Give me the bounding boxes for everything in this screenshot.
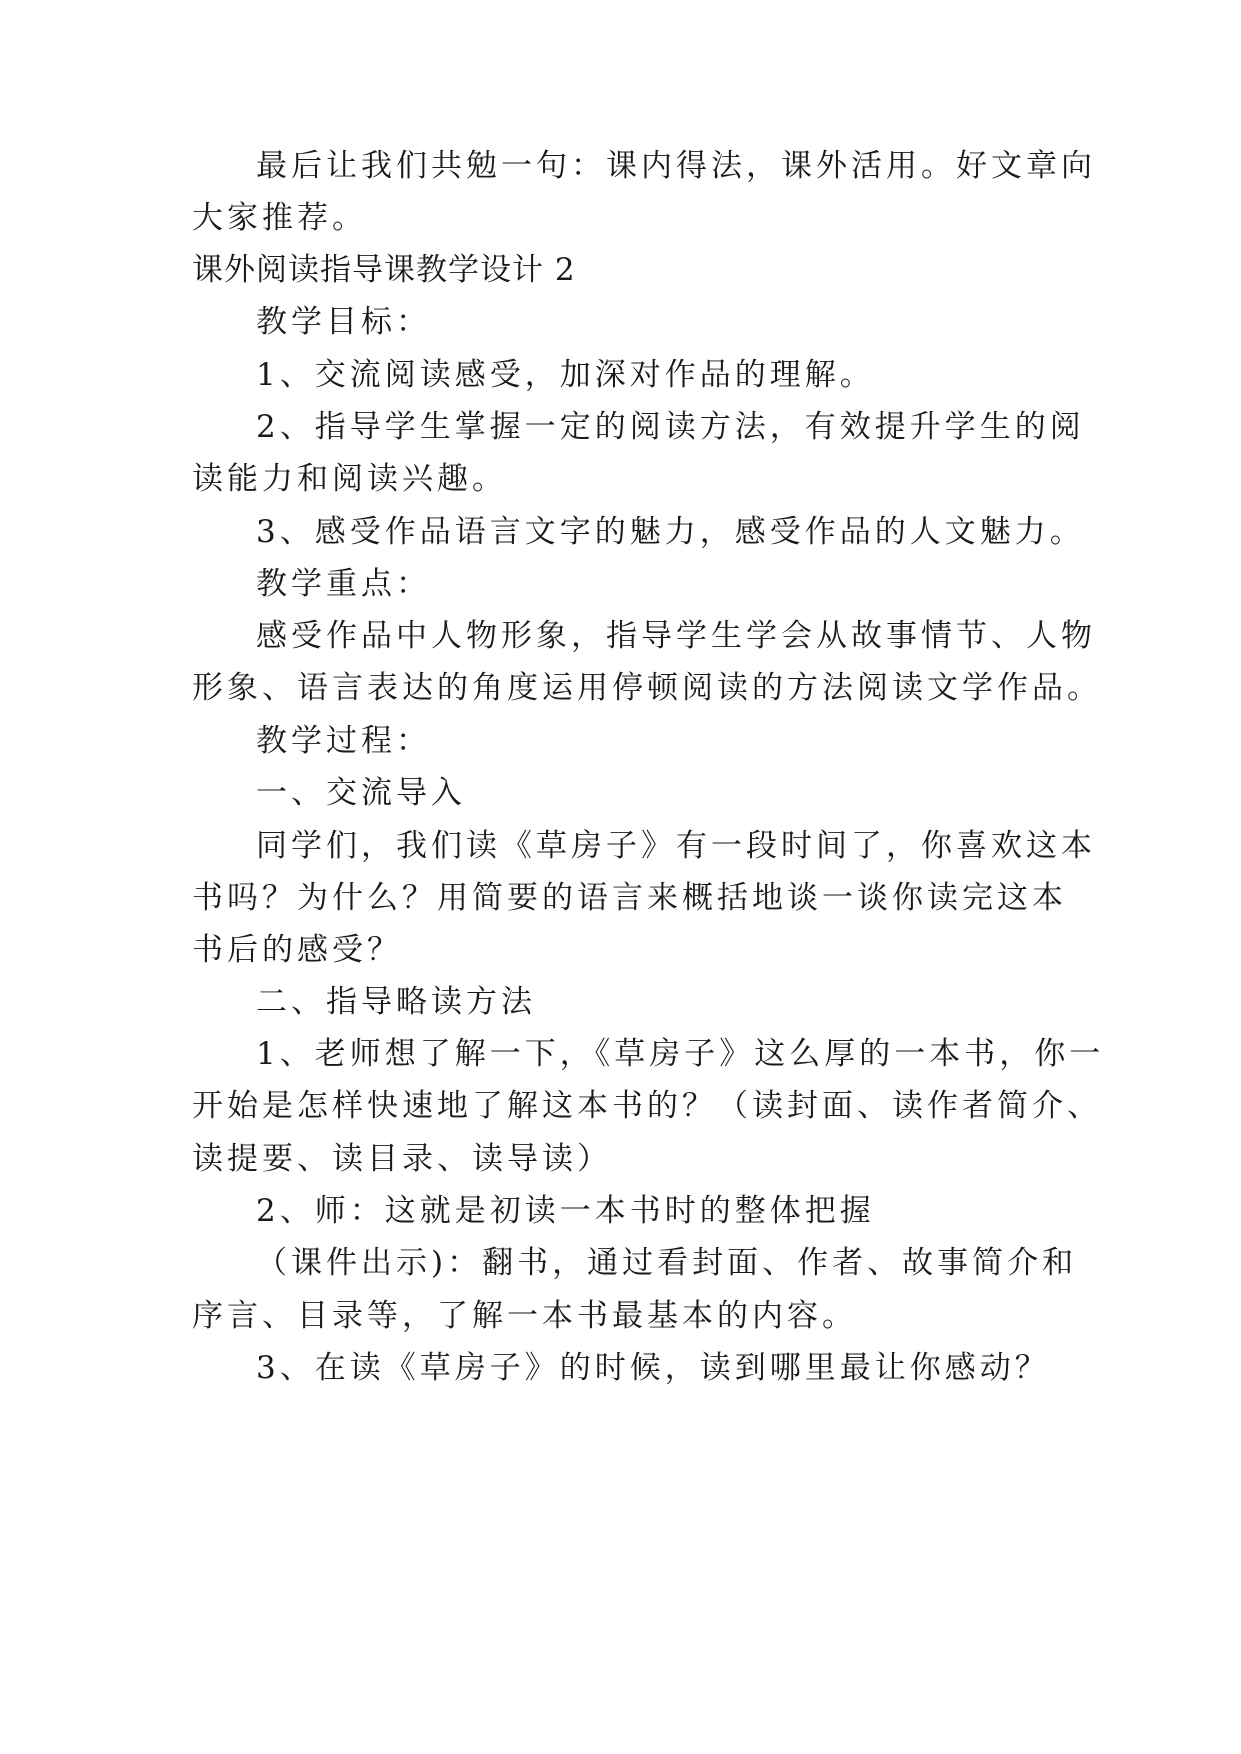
paragraph-line: 形象、语言表达的角度运用停顿阅读的方法阅读文学作品。 bbox=[192, 670, 1102, 706]
paragraph-line: 开始是怎样快速地了解这本书的？（读封面、读作者简介、 bbox=[192, 1088, 1102, 1124]
paragraph-line: 3、在读《草房子》的时候，读到哪里最让你感动？ bbox=[256, 1350, 1050, 1386]
subheading: 一、交流导入 bbox=[256, 775, 466, 811]
subheading: 二、指导略读方法 bbox=[256, 984, 536, 1020]
paragraph-line: 最后让我们共勉一句：课内得法，课外活用。好文章向 bbox=[256, 148, 1096, 184]
section-title: 课外阅读指导课教学设计 2 bbox=[192, 252, 576, 288]
paragraph-line: 同学们，我们读《草房子》有一段时间了，你喜欢这本 bbox=[256, 828, 1096, 864]
paragraph-line: 1、交流阅读感受，加深对作品的理解。 bbox=[256, 357, 875, 393]
paragraph-line: 书吗？为什么？用简要的语言来概括地谈一谈你读完这本 bbox=[192, 880, 1067, 916]
paragraph-line: 读能力和阅读兴趣。 bbox=[192, 461, 507, 497]
paragraph-line: 3、感受作品语言文字的魅力，感受作品的人文魅力。 bbox=[256, 514, 1085, 550]
paragraph-line: 2、师：这就是初读一本书时的整体把握 bbox=[256, 1193, 875, 1229]
paragraph-line: 感受作品中人物形象，指导学生学会从故事情节、人物 bbox=[256, 618, 1096, 654]
heading-teaching-goals: 教学目标： bbox=[256, 304, 431, 340]
paragraph-line: （课件出示)：翻书，通过看封面、作者、故事简介和 bbox=[256, 1245, 1078, 1281]
heading-teaching-process: 教学过程： bbox=[256, 723, 431, 759]
heading-teaching-focus: 教学重点： bbox=[256, 566, 431, 602]
paragraph-line: 序言、目录等，了解一本书最基本的内容。 bbox=[192, 1298, 857, 1334]
paragraph-line: 大家推荐。 bbox=[192, 200, 367, 236]
paragraph-line: 2、指导学生掌握一定的阅读方法，有效提升学生的阅 bbox=[256, 409, 1085, 445]
paragraph-line: 书后的感受？ bbox=[192, 932, 402, 968]
paragraph-line: 读提要、读目录、读导读） bbox=[192, 1141, 612, 1177]
paragraph-line: 1、老师想了解一下，《草房子》这么厚的一本书，你一 bbox=[256, 1036, 1105, 1072]
